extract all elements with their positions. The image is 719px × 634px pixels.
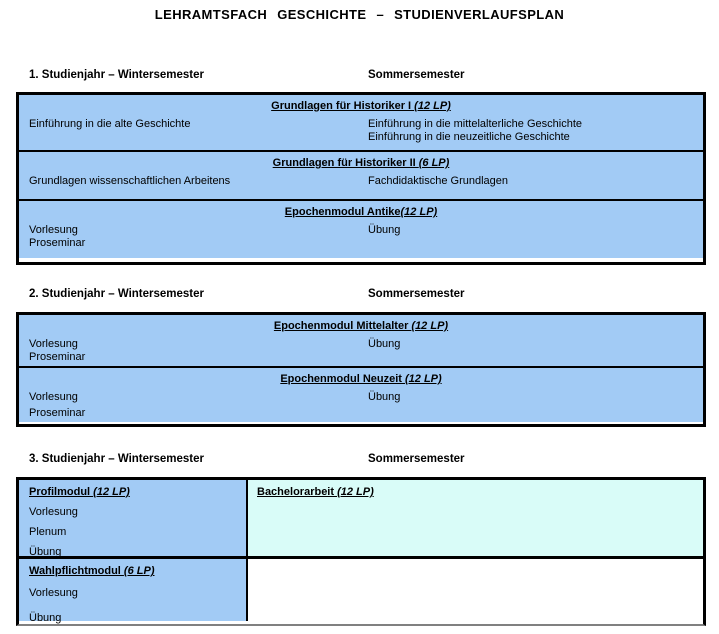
course-item: Einführung in die mittelalterliche Geschichte [368,118,583,130]
module-row-epoche-neuzeit [19,366,703,422]
summer-column [368,118,699,144]
year3-module-table [16,477,706,626]
bachelorarbeit-cell [248,480,703,556]
module-name: Epochenmodul Antike [284,206,401,218]
module-row-epoche-antike [19,199,703,258]
module-name: Profilmodul [29,486,94,498]
summer-column [368,224,699,237]
course-item: Proseminar [29,407,86,419]
year2-module-table [16,312,706,427]
course-item: Plenum [29,526,67,538]
year2-summer-label: Sommersemester [368,288,465,300]
course-item: Einführung in die neuzeitliche Geschichte [368,131,570,143]
course-item: Übung [368,224,401,236]
year3-summer-label: Sommersemester [368,453,465,465]
module-row-grundlagen-1 [19,95,703,150]
year1-winter-label: 1. Studienjahr – Wintersemester [29,69,205,81]
module-credits: (12 LP) [400,206,438,218]
module-row-epoche-mittelalter [19,315,703,366]
section-3-heading [0,453,719,468]
module-credits: (12 LP) [337,486,374,498]
module-body [19,338,703,364]
module-credits: (6 LP) [418,157,450,169]
module-header [19,206,703,219]
course-item: Vorlesung [29,506,78,518]
course-item: Proseminar [29,237,86,249]
module-credits: (6 LP) [123,565,155,577]
row-wahlpflichtmodul [19,556,703,624]
course-item: Übung [29,612,62,624]
course-item: Fachdidaktische Grundlagen [368,175,509,187]
year1-module-table [16,92,706,265]
course-item: Übung [29,546,62,558]
summer-column [368,175,699,188]
module-header [19,157,703,170]
module-name: Grundlagen für Historiker I [271,100,415,112]
module-name: Bachelorarbeit [257,486,338,498]
course-item: Proseminar [29,351,86,363]
section-2-heading [0,288,719,303]
profilmodul-cell [19,480,248,556]
course-item: Vorlesung [29,338,78,350]
summer-column [368,391,699,404]
module-name: Epochenmodul Mittelalter [273,320,412,332]
year2-winter-label: 2. Studienjahr – Wintersemester [29,288,205,300]
module-header [19,320,703,333]
course-item: Vorlesung [29,224,78,236]
module-credits: (12 LP) [405,373,442,385]
module-row-grundlagen-2 [19,150,703,199]
wahlpflichtmodul-cell [19,559,248,624]
module-credits: (12 LP) [414,100,451,112]
section-1-heading [0,69,719,84]
course-item: Grundlagen wissenschaftlichen Arbeitens [29,175,231,187]
module-name: Epochenmodul Neuzeit [280,373,405,385]
course-item: Vorlesung [29,587,78,599]
row-profilmodul-bachelorarbeit [19,480,703,556]
module-name: Wahlpflichtmodul [29,565,124,577]
module-body [19,224,703,250]
module-body [19,175,703,188]
module-credits: (12 LP) [93,486,130,498]
course-item: Übung [368,338,401,350]
module-header [19,373,703,386]
module-body [19,118,703,143]
module-header [19,100,703,113]
empty-summer-cell [248,559,703,621]
module-body [19,391,703,420]
module-credits: (12 LP) [411,320,449,332]
year1-summer-label: Sommersemester [368,69,465,81]
summer-column [368,338,699,351]
year3-winter-label: 3. Studienjahr – Wintersemester [29,453,205,465]
course-item: Vorlesung [29,391,78,403]
course-item: Übung [368,391,401,403]
page-title: LEHRAMTSFACH GESCHICHTE – STUDIENVERLAUFSPLAN [154,7,565,22]
course-item: Einführung in die alte Geschichte [29,118,191,130]
module-name: Grundlagen für Historiker II [272,157,419,169]
